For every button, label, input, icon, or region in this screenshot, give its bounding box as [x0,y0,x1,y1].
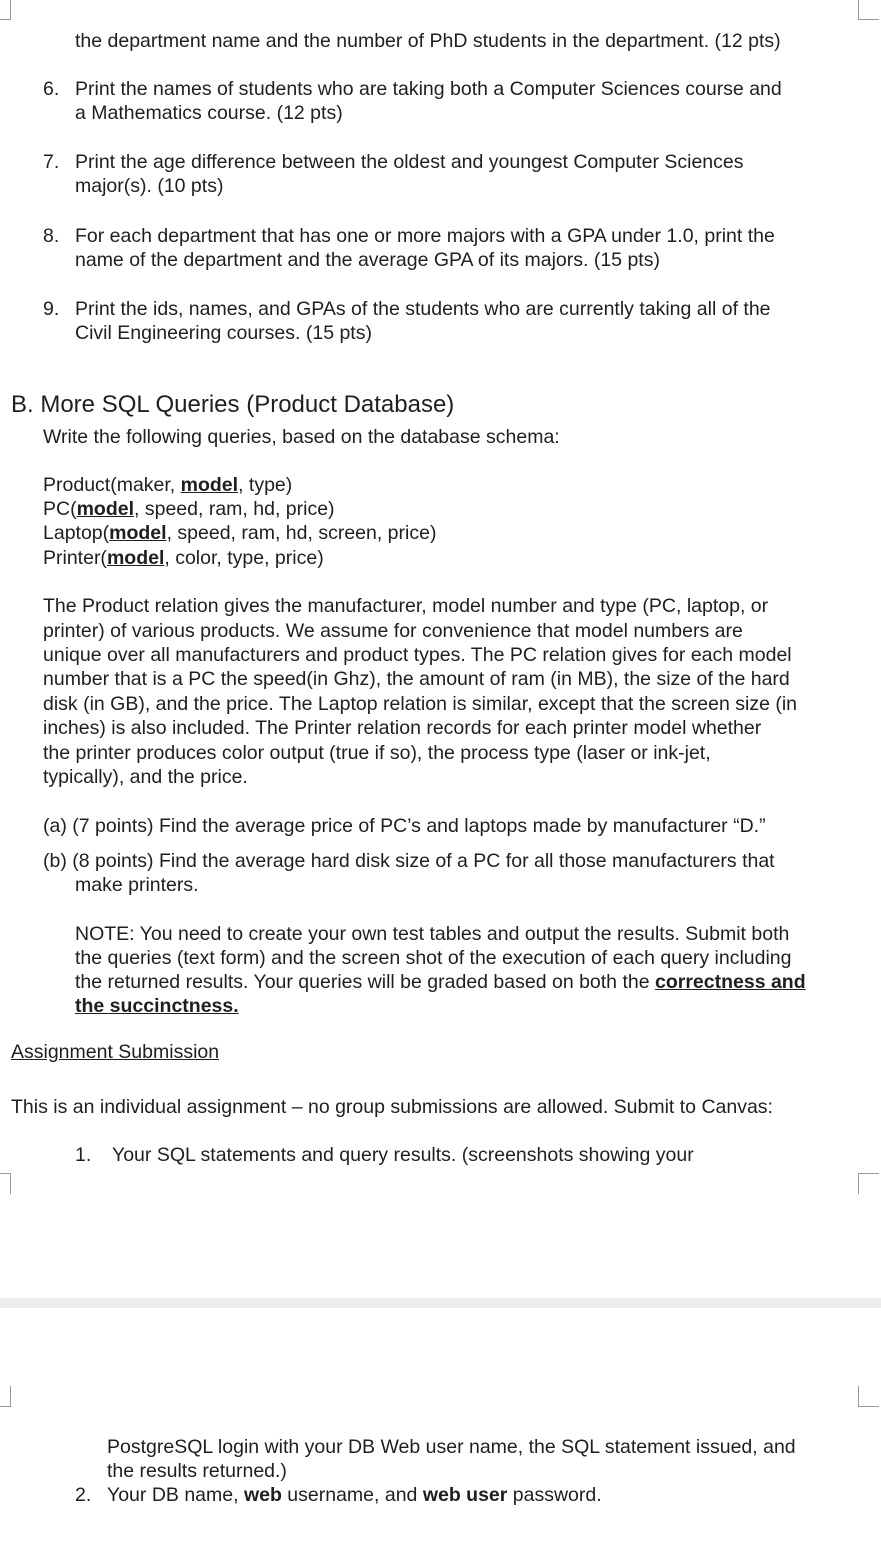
description-line: unique over all manufacturers and product types. The PC relation gives for each model [43,644,792,666]
crop-mark-top-left [0,1386,11,1407]
description-line: disk (in GB), and the price. The Laptop relation is similar, except that the screen size (in [43,693,798,715]
description-line: the printer produces color output (true if so), the process type (laser or ink-jet, [43,742,711,764]
question-6-line-2: a Mathematics course. (12 pts) [75,102,343,124]
note-emphasis: correctness and [654,971,806,993]
question-7-line-1: Print the age difference between the oldest and youngest Computer Sciences [75,151,744,173]
question-6-line-1: Print the names of students who are taking both a Computer Sciences course and [75,78,782,100]
part-b-question-line-1: (b) (8 points) Find the average hard disk size of a PC for all those manufacturers that [43,850,775,872]
question-9-line-1: Print the ids, names, and GPAs of the students who are currently taking all of the [75,298,771,320]
crop-mark-top-left [0,0,11,20]
description-line: typically), and the price. [43,766,248,788]
question-8-number: 8. [43,225,60,247]
question-8-line-2: name of the department and the average GPA of its majors. (15 pts) [75,249,660,271]
submission-heading: Assignment Submission [11,1041,220,1063]
primary-key: model [180,474,239,496]
note-line-4 [75,994,239,1018]
part-a-question: (a) (7 points) Find the average price of PC’s and laptops made by manufacturer “D.” [43,815,766,837]
question-7-line-2: major(s). (10 pts) [75,175,224,197]
section-b-intro: Write the following queries, based on the database schema: [43,426,560,448]
schema-product: Product(maker, model, type) [43,474,293,496]
description-line: number that is a PC the speed(in Ghz), the amount of ram (in MB), the size of the hard [43,668,790,690]
description-line: inches) is also included. The Printer relation records for each printer model whether [43,717,762,739]
note-line-2: the queries (text form) and the screen shot of the execution of each query including [75,947,792,969]
page-separator [0,1298,881,1308]
note-line-1: NOTE: You need to create your own test tables and output the results. Submit both [75,923,790,945]
document-page-2 [0,1308,881,1548]
question-7-number: 7. [43,151,60,173]
primary-key: model [106,547,165,569]
submission-item-1-line-2: PostgreSQL login with your DB Web user name, the SQL statement issued, and [107,1436,796,1458]
submission-item-1-line-3: the results returned.) [107,1460,287,1482]
description-line: printer) of various products. We assume for convenience that model numbers are [43,620,743,642]
submission-item-1-line-1: Your SQL statements and query results. (screenshots showing your [112,1144,694,1166]
question-6-number: 6. [43,78,60,100]
description-line: The Product relation gives the manufacturer, model number and type (PC, laptop, or [43,595,769,617]
submission-item-2-number: 2. [75,1484,92,1506]
question-8-line-1: For each department that has one or more majors with a GPA under 1.0, print the [75,225,775,247]
submission-intro: This is an individual assignment – no group submissions are allowed. Submit to Canvas: [11,1096,773,1118]
note-line-3: the returned results. Your queries will be graded based on both the correctness and [75,971,806,993]
schema-pc: PC(model, speed, ram, hd, price) [43,498,335,520]
crop-mark-bottom-right [858,1173,879,1194]
question-9-number: 9. [43,298,60,320]
question-9-line-2: Civil Engineering courses. (15 pts) [75,322,372,344]
primary-key: model [76,498,135,520]
part-b-question-line-2: make printers. [75,874,199,896]
schema-printer: Printer(model, color, type, price) [43,547,324,569]
submission-item-2-text: Your DB name, web username, and web user password. [107,1484,602,1506]
question-5-continuation: the department name and the number of PhD students in the department. (12 pts) [75,30,781,52]
crop-mark-top-right [858,0,879,20]
note-emphasis: the succinctness. [75,995,239,1017]
crop-mark-top-right [858,1386,879,1407]
submission-item-1-number: 1. [75,1144,92,1166]
primary-key: model [109,522,167,544]
section-b-heading: B. More SQL Queries (Product Database) [11,391,455,418]
schema-laptop: Laptop(model, speed, ram, hd, screen, price) [43,522,437,544]
crop-mark-bottom-left [0,1173,11,1194]
